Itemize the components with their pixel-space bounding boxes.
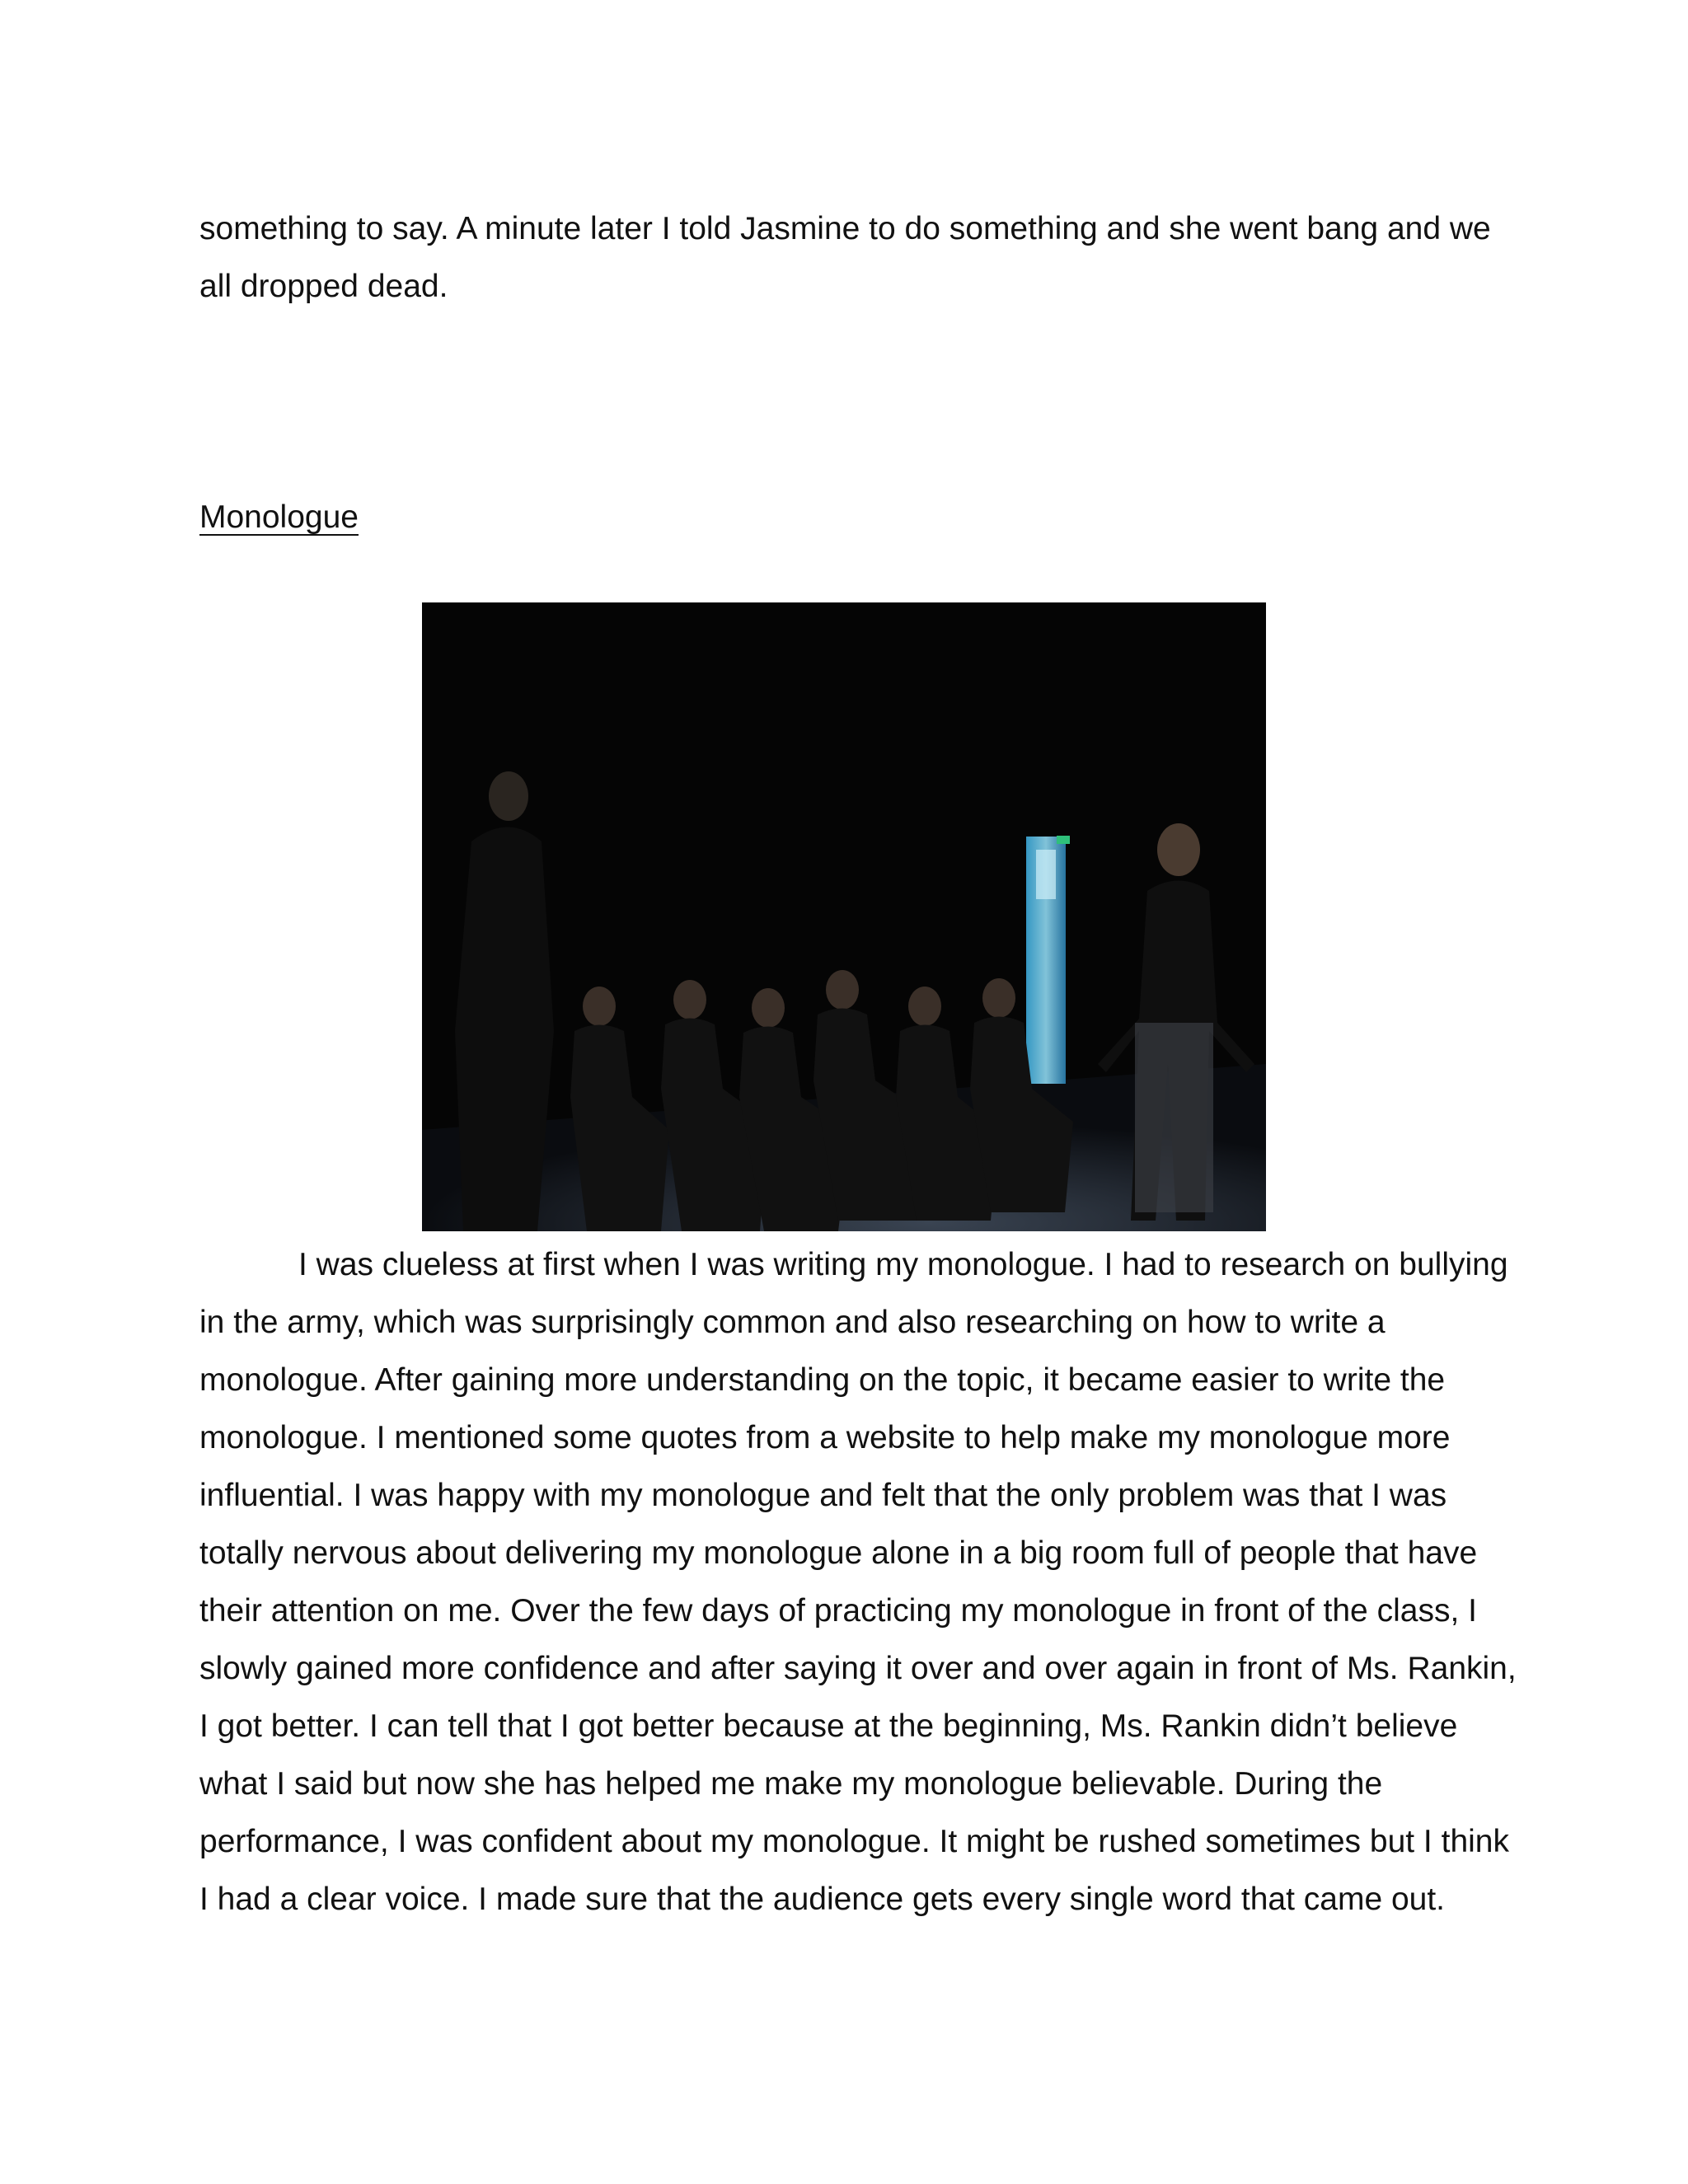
- stage-performance-photo: [422, 602, 1266, 1231]
- section-heading: Monologue: [199, 499, 359, 535]
- body-paragraph: I was clueless at first when I was writing my monologue. I had to research on bullying in the army, which was surprisingly common and also researching on how to write a monologue. After gaining more understanding on the topic, it became easier to write the monologue. I mentioned some quotes from a website to help make my monologue more influential. I was happy with my monologue and felt that the only problem was that I was totally nervous about delivering my monologue alone in a big room full of people that have their attention on me. Over the few days of practicing my monologue in front of the class, I slowly gained more confidence and after saying it over and over again in front of Ms. Rankin, I got better. I can tell that I got better because at the beginning, Ms. Rankin didn’t believe what I said but now she has helped me make my monologue believable. During the performance, I was confident about my monologue. It might be rushed sometimes but I think I had a clear voice. I made sure that the audience gets every single word that came out.: [199, 1247, 1517, 1917]
- intro-paragraph: something to say. A minute later I told Jasmine to do something and she went bang and we all dropped dead.: [199, 211, 1491, 304]
